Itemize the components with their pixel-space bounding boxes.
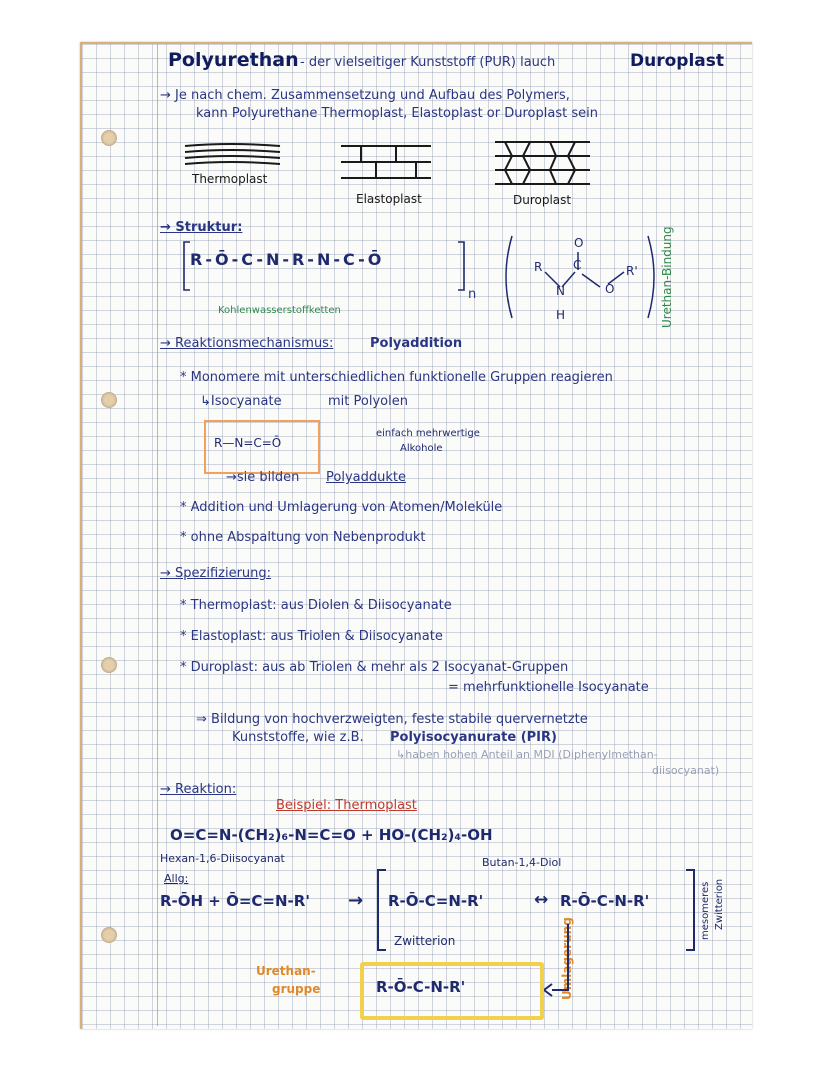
duroplast-sketch: [490, 136, 600, 192]
punch-hole: [101, 927, 117, 943]
alkohole-line-1: einfach mehrwertige: [376, 428, 480, 439]
bond-atom-c: C: [573, 258, 582, 272]
punch-hole: [101, 392, 117, 408]
isocyanate-formula: R—N=C=Ō: [214, 436, 282, 450]
bildung-line-1: ⇒ Bildung von hochverzweigten, feste stabile quervernetzte: [196, 712, 588, 727]
bilden-prefix: →sie bilden: [226, 470, 300, 485]
spez-duroplast: * Duroplast: aus ab Triolen & mehr als 2 Isocyanat-Gruppen: [180, 660, 569, 675]
mehrfunktionelle-label: = mehrfunktionelle Isocyanate: [448, 680, 649, 695]
butan-label: Butan-1,4-Diol: [482, 856, 562, 869]
reaction-left: R-ŌH + Ō=C=N-R': [160, 892, 310, 910]
hexan-label: Hexan-1,6-Diisocyanat: [160, 852, 285, 865]
abspaltung-bullet: * ohne Abspaltung von Nebenprodukt: [180, 530, 426, 545]
margin-line: [157, 44, 158, 1026]
isocyanate-label: ↳Isocyanate: [200, 394, 282, 409]
struktur-heading: → Struktur:: [160, 220, 243, 235]
bildung-line-2: Kunststoffe, wie z.B.: [232, 730, 364, 745]
allg-label: Allg:: [164, 872, 189, 885]
urethan-product: R-Ō-C-N-R': [376, 978, 466, 996]
polyaddukte-label: Polyaddukte: [326, 470, 406, 485]
punch-hole: [101, 657, 117, 673]
kohlenwasserstoff-note: Kohlenwasserstoffketten: [218, 305, 341, 316]
bond-atom-o: O: [605, 282, 615, 296]
beispiel-label: Beispiel: Thermoplast: [276, 798, 417, 813]
umlagerung-label: Umlagerung: [560, 917, 574, 1000]
index-n: n: [468, 287, 477, 302]
thermoplast-label: Thermoplast: [192, 172, 268, 186]
urethan-bindung-label: Urethan-Bindung: [660, 226, 674, 328]
addition-bullet: * Addition und Umlagerung von Atomen/Moleküle: [180, 500, 503, 515]
polyaddition-label: Polyaddition: [370, 336, 463, 351]
punch-hole: [101, 130, 117, 146]
resonance-arrow: ↔: [534, 890, 549, 910]
bond-atom-n: N: [556, 284, 565, 298]
elastoplast-label: Elastoplast: [356, 192, 422, 206]
title-description: - der vielseitiger Kunststoff (PUR) lauch: [300, 55, 556, 70]
urethan-label-1: Urethan-: [256, 964, 316, 978]
mesomer-label-2: Zwitterion: [714, 878, 725, 930]
spez-thermoplast: * Thermoplast: aus Diolen & Diisocyanate: [180, 598, 452, 613]
bond-atom-r-prime: R': [626, 264, 638, 278]
spez-elastoplast: * Elastoplast: aus Triolen & Diisocyanate: [180, 629, 443, 644]
zwitterion-formula-1: R-Ō-C=N-R': [388, 892, 484, 910]
reaction-equation-1: O=C=N-(CH₂)₆-N=C=O + HO-(CH₂)₄-OH: [170, 826, 493, 844]
zwitterion-formula-2: R-Ō-C-N-R': [560, 892, 650, 910]
urethan-label-2: gruppe: [272, 982, 321, 996]
page-title: Polyurethan: [168, 49, 299, 71]
polyolen-label: mit Polyolen: [328, 394, 408, 409]
monomere-bullet: * Monomere mit unterschiedlichen funktionelle Gruppen reagieren: [180, 370, 613, 385]
title-duroplast: Duroplast: [630, 51, 724, 71]
umlagerung-arrow: [540, 920, 580, 1000]
duroplast-label: Duroplast: [513, 193, 572, 207]
spezifizierung-heading: → Spezifizierung:: [160, 566, 272, 581]
bond-atom-h: H: [556, 308, 566, 322]
reaktionsmech-heading: → Reaktionsmechanismus:: [160, 336, 334, 351]
intro-line-2: kann Polyurethane Thermoplast, Elastoplast or Duroplast sein: [196, 106, 598, 121]
pir-label: Polyisocyanurate (PIR): [390, 730, 557, 745]
reaktion-heading: → Reaktion:: [160, 782, 237, 797]
alkohole-line-2: Alkohole: [400, 443, 443, 454]
mesomer-label-1: mesomeres: [700, 881, 711, 940]
bond-atom-r: R: [534, 260, 543, 274]
zwitterion-label: Zwitterion: [394, 934, 456, 948]
intro-line-1: → Je nach chem. Zusammensetzung und Aufbau des Polymers,: [160, 88, 570, 103]
mdi-note-2: diisocyanat): [652, 764, 720, 777]
elastoplast-sketch: [336, 140, 436, 192]
bond-atom-o-top: O: [574, 236, 584, 250]
reaction-arrow: →: [348, 890, 364, 911]
mdi-note-1: ↳haben hohen Anteil an MDI (Diphenylmethan-: [396, 748, 658, 761]
struktur-formula: R-Ō-C-N-R-N-C-Ō: [190, 250, 385, 269]
